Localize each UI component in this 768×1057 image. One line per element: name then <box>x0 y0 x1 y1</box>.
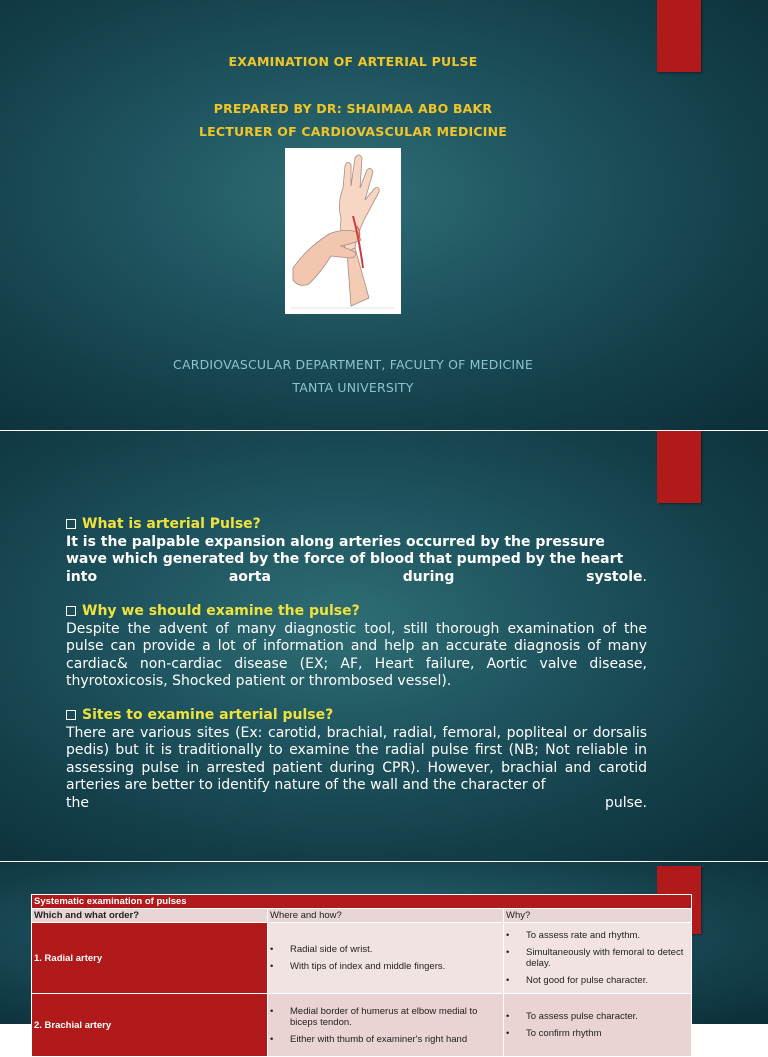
list-item: • Medial border of humerus at elbow medial to biceps tendon. <box>290 1006 501 1028</box>
column-header: Where and how? <box>268 909 504 923</box>
list-item: • Simultaneously with femoral to detect delay. <box>526 947 689 969</box>
artery-name-cell: 1. Radial artery <box>32 923 268 994</box>
content-slide <box>0 431 768 861</box>
why-cell <box>504 923 692 994</box>
definition-line: It is the palpable expansion along arteries occurred by the pressure <box>66 533 605 550</box>
where-cell <box>268 994 504 1057</box>
where-cell <box>268 923 504 994</box>
list-item: • Not good for pulse character. <box>526 975 689 986</box>
table-header-row <box>32 909 692 923</box>
list-item: • Radial side of wrist. <box>290 944 501 955</box>
department-line: CARDIOVASCULAR DEPARTMENT, FACULTY OF MEDICINE <box>173 357 533 372</box>
paragraph-last-line: the pulse. <box>66 794 647 811</box>
presentation-title: EXAMINATION OF ARTERIAL PULSE <box>228 54 478 69</box>
title-slide <box>0 0 768 430</box>
pulse-examination-table <box>31 894 692 1057</box>
definition-line: wave which generated by the force of blood that pumped by the heart <box>66 551 624 567</box>
table-slide <box>0 862 768 1045</box>
hand-pulse-illustration-icon <box>285 148 401 314</box>
author-role: LECTURER OF CARDIOVASCULAR MEDICINE <box>198 124 508 139</box>
author-line: PREPARED BY DR: SHAIMAA ABO BAKR <box>213 101 493 116</box>
question-heading: Why we should examine the pulse? <box>66 603 647 621</box>
paragraph: There are various sites (Ex: carotid, brachial, radial, femoral, popliteal or dorsalis pedis) but it is traditionally to examine the radial pulse first (NB; Not reliable in assessing pulse in arrested patient during CPR). However, brachial and carotid arteries are better to identify nature of the wall and the character of <box>66 724 647 793</box>
list-item: • To assess pulse character. <box>526 1011 689 1022</box>
table-title-row <box>32 895 692 909</box>
checkbox-bullet-icon <box>66 606 76 616</box>
list-item: • Either with thumb of examiner's right hand <box>290 1034 501 1045</box>
table-title: Systematic examination of pulses <box>32 895 692 909</box>
definition-line: into aorta during systole. <box>66 568 647 585</box>
question-heading: What is arterial Pulse? <box>66 516 647 534</box>
section-sites <box>66 707 647 812</box>
column-header: Why? <box>504 909 692 923</box>
table-row <box>32 923 692 994</box>
checkbox-bullet-icon <box>66 519 76 529</box>
checkbox-bullet-icon <box>66 710 76 720</box>
section-what-is-pulse <box>66 516 647 586</box>
table-row <box>32 994 692 1057</box>
paragraph: Despite the advent of many diagnostic tool, still thorough examination of the pulse can provide a lot of information and help an accurate diagnosis of many cardiac& non-cardiac disease (EX; AF, Heart failure, Aortic valve disease, thyrotoxicosis, Shocked patient or thrombosed vessel). <box>66 620 647 689</box>
question-heading: Sites to examine arterial pulse? <box>66 707 647 725</box>
red-accent-bar <box>657 431 701 503</box>
list-item: • With tips of index and middle fingers. <box>290 961 501 972</box>
university-line: TANTA UNIVERSITY <box>292 380 414 395</box>
artery-name-cell: 2. Brachial artery <box>32 994 268 1057</box>
section-why-examine <box>66 603 647 691</box>
list-item: • To confirm rhythm <box>526 1028 689 1039</box>
column-header: Which and what order? <box>32 909 268 923</box>
why-cell <box>504 994 692 1057</box>
list-item: • To assess rate and rhythm. <box>526 930 689 941</box>
